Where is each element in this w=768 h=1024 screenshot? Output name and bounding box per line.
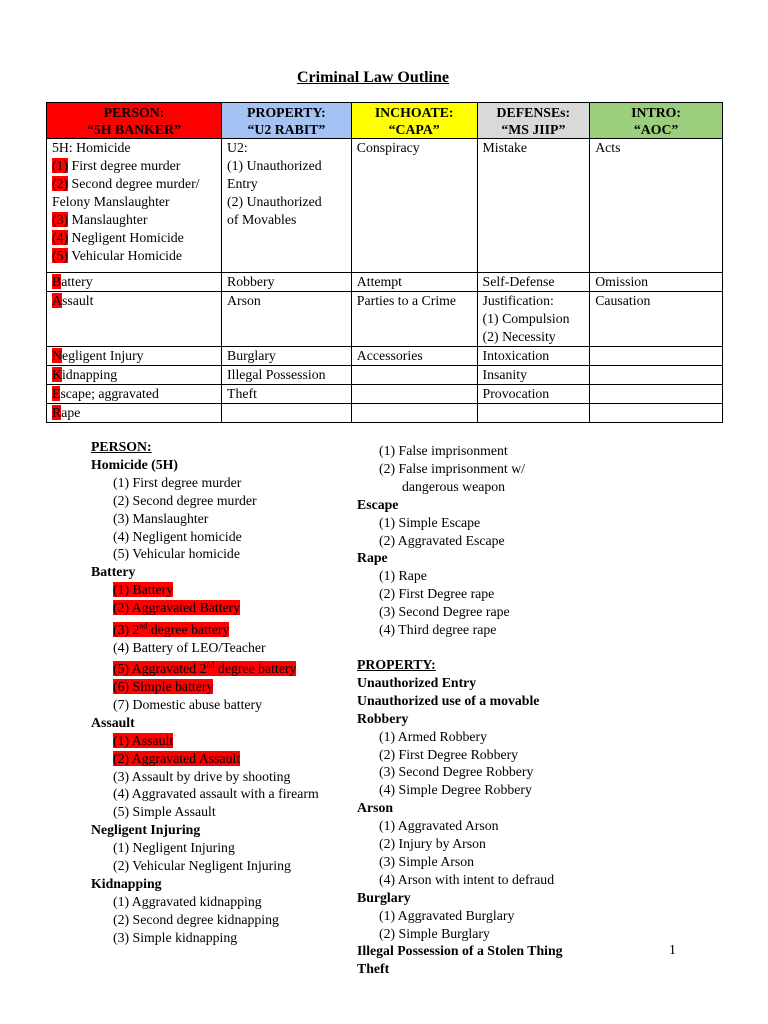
list-item: (6) Simple battery bbox=[113, 678, 214, 694]
list-item: (1) False imprisonment bbox=[379, 443, 508, 458]
table-row bbox=[47, 347, 723, 366]
heading-battery: Battery bbox=[91, 564, 136, 580]
red-highlight: (4) bbox=[52, 230, 69, 245]
cell-intro bbox=[590, 385, 723, 404]
list-item: (4) Negligent homicide bbox=[113, 528, 242, 544]
table-row bbox=[47, 292, 723, 347]
heading-escape: Escape bbox=[357, 496, 399, 512]
list-item: (3) Simple Arson bbox=[379, 853, 475, 869]
red-highlight: (3) bbox=[52, 212, 69, 227]
cell-defenses: Justification: (1) Compulsion (2) Necessity bbox=[477, 292, 590, 347]
outline-table bbox=[46, 102, 723, 423]
cell-inchoate: Accessories bbox=[351, 347, 477, 366]
cell-property bbox=[222, 404, 352, 423]
table-row bbox=[47, 139, 723, 273]
battery-2nd-degree: (3) 2nd degree battery bbox=[113, 621, 230, 637]
list-item: (2) Second degree murder bbox=[113, 492, 257, 508]
cell-intro bbox=[590, 404, 723, 423]
cell-intro: Omission bbox=[590, 273, 723, 292]
cell-property: Illegal Possession bbox=[222, 366, 352, 385]
list-item bbox=[91, 617, 319, 639]
cell-person: Battery bbox=[47, 273, 222, 292]
cell-intro bbox=[590, 347, 723, 366]
cell-inchoate: Attempt bbox=[351, 273, 477, 292]
cell-property: Burglary bbox=[222, 347, 352, 366]
cell-inchoate bbox=[351, 366, 477, 385]
cell-intro bbox=[590, 366, 723, 385]
heading-arson: Arson bbox=[357, 800, 394, 816]
list-item: (3) Simple kidnapping bbox=[113, 929, 238, 945]
list-item: (1) Negligent Injuring bbox=[113, 840, 235, 856]
cell-person: Assault bbox=[47, 292, 222, 347]
battery-aggravated-2nd: (5) Aggravated 2nd degree battery bbox=[113, 660, 297, 677]
section-title-person: PERSON: bbox=[91, 439, 152, 454]
cell-inchoate bbox=[351, 404, 477, 423]
red-highlight: (5) bbox=[52, 248, 69, 263]
list-item: (2) First Degree rape bbox=[379, 586, 495, 602]
cell-defenses bbox=[477, 404, 590, 423]
list-item: (2) Vehicular Negligent Injuring bbox=[113, 858, 291, 874]
list-item: dangerous weapon bbox=[402, 478, 506, 494]
list-item: (2) Simple Burglary bbox=[379, 925, 490, 941]
list-item: (1) Battery bbox=[113, 582, 174, 598]
list-item: (2) Aggravated Assault bbox=[113, 750, 241, 766]
cell-property: Robbery bbox=[222, 273, 352, 292]
heading-robbery: Robbery bbox=[357, 710, 409, 726]
homicide-1-text: First degree murder bbox=[71, 158, 181, 173]
list-item: (2) First Degree Robbery bbox=[379, 746, 519, 762]
heading-unauthorized-movable: Unauthorized use of a movable bbox=[357, 692, 540, 708]
list-item: (4) Third degree rape bbox=[379, 622, 497, 638]
list-item: (3) Assault by drive by shooting bbox=[113, 768, 291, 784]
cell-inchoate: Conspiracy bbox=[351, 139, 477, 273]
cell-defenses: Self-Defense bbox=[477, 273, 590, 292]
table-row bbox=[47, 404, 723, 423]
heading-unauthorized-entry: Unauthorized Entry bbox=[357, 674, 477, 690]
cell-inchoate: Parties to a Crime bbox=[351, 292, 477, 347]
left-outline-column bbox=[91, 438, 319, 947]
list-item bbox=[91, 656, 319, 678]
homicide-2-text: Second degree murder/ bbox=[71, 176, 200, 191]
heading-theft: Theft bbox=[357, 961, 390, 977]
heading-assault: Assault bbox=[91, 714, 135, 730]
list-item: (5) Vehicular homicide bbox=[113, 546, 240, 562]
cell-defenses: Intoxication bbox=[477, 347, 590, 366]
cell-property-u2: U2: (1) Unauthorized Entry (2) Unauthorized of Movables bbox=[222, 139, 352, 273]
list-item: (1) Assault bbox=[113, 732, 174, 748]
list-item: (1) Aggravated kidnapping bbox=[113, 893, 262, 909]
list-item: (1) Aggravated Arson bbox=[379, 818, 499, 834]
cell-property: Arson bbox=[222, 292, 352, 347]
cell-person: Kidnapping bbox=[47, 366, 222, 385]
table-row bbox=[47, 385, 723, 404]
list-item: (1) Aggravated Burglary bbox=[379, 907, 515, 923]
list-item: (4) Battery of LEO/Teacher bbox=[113, 639, 266, 655]
cell-intro: Acts bbox=[590, 139, 723, 273]
cell-inchoate bbox=[351, 385, 477, 404]
list-item: (2) False imprisonment w/ bbox=[379, 460, 525, 476]
table-row bbox=[47, 366, 723, 385]
list-item: (7) Domestic abuse battery bbox=[113, 696, 263, 712]
right-outline-column bbox=[357, 442, 563, 978]
table-header-row bbox=[47, 103, 723, 139]
heading-negligent-injuring: Negligent Injuring bbox=[91, 822, 201, 838]
table-row bbox=[47, 273, 723, 292]
heading-kidnapping: Kidnapping bbox=[91, 875, 162, 891]
list-item: (4) Aggravated assault with a firearm bbox=[113, 786, 319, 802]
header-intro: INTRO: “AOC” bbox=[590, 103, 723, 139]
list-item: (1) First degree murder bbox=[113, 474, 242, 490]
list-item: (2) Aggravated Battery bbox=[113, 600, 241, 616]
list-item: (2) Second degree kidnapping bbox=[113, 911, 279, 927]
cell-person: Escape; aggravated bbox=[47, 385, 222, 404]
cell-property: Theft bbox=[222, 385, 352, 404]
heading-homicide: Homicide (5H) bbox=[91, 456, 178, 472]
header-defenses: DEFENSEs: “MS JIIP” bbox=[477, 103, 590, 139]
cell-person: Negligent Injury bbox=[47, 347, 222, 366]
page-title: Criminal Law Outline bbox=[296, 69, 449, 86]
list-item: (1) Rape bbox=[379, 568, 427, 584]
cell-defenses: Insanity bbox=[477, 366, 590, 385]
cell-defenses: Provocation bbox=[477, 385, 590, 404]
list-item: (1) Armed Robbery bbox=[379, 728, 488, 744]
header-person: PERSON: “5H BANKER” bbox=[47, 103, 222, 139]
page-number: 1 bbox=[669, 942, 676, 957]
list-item: (3) Manslaughter bbox=[113, 510, 209, 526]
header-property: PROPERTY: “U2 RABIT” bbox=[222, 103, 352, 139]
list-item: (4) Simple Degree Robbery bbox=[379, 782, 532, 798]
list-item: (2) Injury by Arson bbox=[379, 836, 486, 852]
list-item: (1) Simple Escape bbox=[379, 514, 481, 530]
cell-intro: Causation bbox=[590, 292, 723, 347]
cell-person: Rape bbox=[47, 404, 222, 423]
heading-burglary: Burglary bbox=[357, 889, 411, 905]
red-highlight: (1) bbox=[52, 158, 69, 173]
heading-illegal-possession: Illegal Possession of a Stolen Thing bbox=[357, 943, 563, 959]
list-item: (3) Second Degree Robbery bbox=[379, 764, 534, 780]
list-item: (2) Aggravated Escape bbox=[379, 532, 505, 548]
header-inchoate: INCHOATE: “CAPA” bbox=[351, 103, 477, 139]
section-title-property: PROPERTY: bbox=[357, 656, 436, 672]
list-item: (3) Second Degree rape bbox=[379, 604, 510, 620]
heading-rape: Rape bbox=[357, 550, 388, 566]
list-item: (5) Simple Assault bbox=[113, 804, 216, 820]
list-item: (4) Arson with intent to defraud bbox=[379, 871, 555, 887]
red-highlight: (2) bbox=[52, 176, 69, 191]
cell-defenses: Mistake bbox=[477, 139, 590, 273]
cell-person-homicide: 5H: Homicide (1) First degree murder (2) Second degree murder/ Felony Manslaughter (3) Manslaughter (4) Negligent Homicide (5) Vehicular Homicide bbox=[47, 139, 222, 273]
